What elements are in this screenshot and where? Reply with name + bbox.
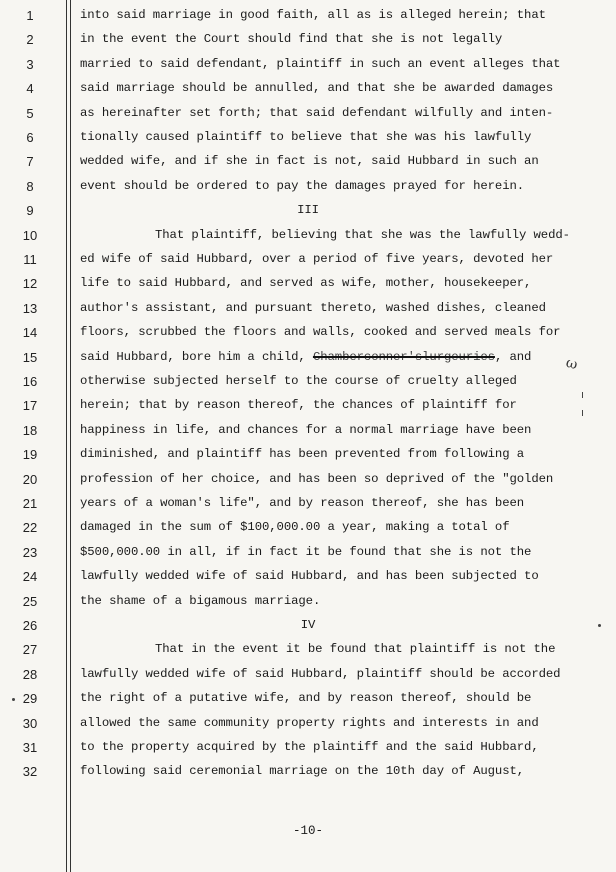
line-text-content: IV bbox=[300, 618, 316, 632]
line-text bbox=[80, 374, 592, 388]
margin-tick bbox=[582, 410, 583, 416]
pleading-line bbox=[0, 423, 616, 447]
line-text-content: herein; that by reason thereof, the chances of plaintiff for bbox=[80, 398, 517, 413]
pleading-line bbox=[0, 594, 616, 618]
line-number: 21 bbox=[22, 496, 38, 511]
line-number: 8 bbox=[26, 178, 34, 194]
line-text-content: ed wife of said Hubbard, over a period of five years, devoted her bbox=[80, 252, 554, 266]
line-number: 9 bbox=[26, 203, 34, 219]
pleading-line bbox=[0, 569, 616, 593]
handwritten-mark: ω bbox=[564, 354, 580, 374]
scan-dot bbox=[12, 698, 15, 701]
page-number: -10- bbox=[292, 824, 323, 838]
line-text-content: married to said defendant, plaintiff in such an event alleges that bbox=[80, 56, 561, 71]
pleading-line bbox=[0, 545, 616, 569]
pleading-line bbox=[0, 398, 616, 422]
line-text bbox=[80, 764, 592, 778]
margin-tick bbox=[582, 392, 583, 398]
line-text bbox=[80, 350, 592, 364]
line-text-content: allowed the same community property rights and interests in and bbox=[80, 715, 539, 730]
line-number: 24 bbox=[22, 569, 38, 585]
line-text bbox=[155, 642, 592, 656]
pleading-line bbox=[0, 496, 616, 520]
pleading-line bbox=[0, 764, 616, 788]
pleading-line bbox=[0, 252, 616, 276]
line-text bbox=[80, 398, 592, 412]
line-text bbox=[80, 276, 592, 290]
line-number: 13 bbox=[22, 300, 38, 316]
pleading-line bbox=[0, 350, 616, 374]
line-number: 17 bbox=[22, 398, 38, 414]
line-text-content: tionally caused plaintiff to believe that she was his lawfully bbox=[80, 130, 532, 144]
line-number: 12 bbox=[22, 276, 38, 292]
line-text-content: That plaintiff, believing that she was the lawfully wedd- bbox=[155, 227, 570, 242]
line-text bbox=[80, 691, 592, 705]
line-text bbox=[80, 740, 592, 754]
line-text-after: , and bbox=[494, 349, 532, 364]
line-text-content: following said ceremonial marriage on the 10th day of August, bbox=[80, 764, 525, 779]
line-text-content: floors, scrubbed the floors and walls, cooked and served meals for bbox=[80, 325, 561, 340]
pleading-line bbox=[0, 8, 616, 32]
line-text-content: into said marriage in good faith, all as is alleged herein; that bbox=[80, 8, 546, 22]
pleading-line bbox=[0, 740, 616, 764]
line-text-content: said Hubbard, bore him a child, bbox=[80, 349, 306, 364]
section-heading bbox=[80, 203, 536, 217]
scan-dot bbox=[598, 624, 601, 627]
line-number: 3 bbox=[26, 56, 34, 72]
line-text-content: author's assistant, and pursuant thereto, washed dishes, cleaned bbox=[80, 300, 546, 315]
pleading-line bbox=[0, 301, 616, 325]
line-text bbox=[80, 301, 592, 315]
line-number: 14 bbox=[22, 325, 38, 341]
line-number: 11 bbox=[23, 252, 37, 267]
line-text bbox=[80, 569, 592, 583]
pleading-line bbox=[0, 520, 616, 544]
line-text bbox=[80, 496, 592, 510]
line-text bbox=[155, 228, 592, 242]
line-text-content: wedded wife, and if she in fact is not, said Hubbard in such an bbox=[80, 154, 539, 169]
line-text bbox=[80, 252, 592, 266]
line-text bbox=[80, 667, 592, 681]
line-text-content: the shame of a bigamous marriage. bbox=[80, 593, 321, 608]
line-number: 18 bbox=[22, 422, 38, 438]
line-number: 5 bbox=[26, 105, 34, 121]
line-text bbox=[80, 8, 592, 22]
line-text bbox=[80, 106, 592, 120]
pleading-line bbox=[0, 325, 616, 349]
line-number: 15 bbox=[22, 349, 38, 365]
line-text bbox=[80, 154, 592, 168]
line-number: 30 bbox=[22, 715, 38, 731]
pleading-line bbox=[0, 154, 616, 178]
line-number: 7 bbox=[26, 154, 34, 170]
pleading-line bbox=[0, 228, 616, 252]
pleading-line bbox=[0, 81, 616, 105]
pleading-line bbox=[0, 203, 616, 227]
pleading-line bbox=[0, 691, 616, 715]
pleading-line bbox=[0, 106, 616, 130]
struck-out-text: Chamberconner'slurgeuries bbox=[312, 349, 495, 364]
line-text-content: to the property acquired by the plaintiff and the said Hubbard, bbox=[80, 740, 539, 754]
line-text bbox=[80, 716, 592, 730]
line-number: 20 bbox=[22, 471, 38, 487]
line-text-content: profession of her choice, and has been so deprived of the "golden bbox=[80, 471, 554, 486]
line-text-content: lawfully wedded wife of said Hubbard, and has been subjected to bbox=[80, 569, 539, 584]
pleading-line bbox=[0, 32, 616, 56]
line-number: 10 bbox=[22, 227, 38, 243]
line-number: 23 bbox=[22, 544, 38, 560]
line-text bbox=[80, 81, 592, 95]
line-text-content: $500,000.00 in all, if in fact it be found that she is not the bbox=[80, 544, 532, 559]
line-number: 19 bbox=[22, 447, 38, 463]
line-number: 25 bbox=[22, 593, 38, 609]
line-text bbox=[80, 520, 592, 534]
line-number: 2 bbox=[26, 32, 34, 48]
pleading-line bbox=[0, 374, 616, 398]
line-text-content: life to said Hubbard, and served as wife, mother, housekeeper, bbox=[80, 276, 532, 291]
line-number: 32 bbox=[22, 764, 38, 780]
line-number: 1 bbox=[26, 8, 34, 23]
line-text bbox=[80, 130, 592, 144]
line-text-content: event should be ordered to pay the damages prayed for herein. bbox=[80, 178, 525, 193]
line-text-content: as hereinafter set forth; that said defendant wilfully and inten- bbox=[80, 105, 554, 120]
line-number: 16 bbox=[22, 374, 38, 389]
line-text bbox=[80, 57, 592, 71]
line-text bbox=[80, 325, 592, 339]
line-text bbox=[80, 447, 592, 461]
line-text bbox=[80, 594, 592, 608]
line-text-content: in the event the Court should find that she is not legally bbox=[80, 32, 503, 47]
line-text bbox=[80, 472, 592, 486]
line-text-content: diminished, and plaintiff has been prevented from following a bbox=[80, 447, 525, 462]
line-text-content: otherwise subjected herself to the course of cruelty alleged bbox=[80, 374, 517, 388]
line-number: 31 bbox=[22, 740, 38, 755]
pleading-line bbox=[0, 179, 616, 203]
pleading-line bbox=[0, 618, 616, 642]
line-number: 4 bbox=[26, 81, 34, 97]
line-text bbox=[80, 179, 592, 193]
line-text-content: happiness in life, and chances for a normal marriage have been bbox=[80, 422, 532, 437]
pleading-line bbox=[0, 472, 616, 496]
line-text-content: That in the event it be found that plaintiff is not the bbox=[155, 642, 556, 657]
line-text-content: lawfully wedded wife of said Hubbard, plaintiff should be accorded bbox=[80, 666, 561, 681]
line-number: 22 bbox=[22, 520, 38, 536]
section-heading bbox=[80, 618, 536, 632]
line-text-content: damaged in the sum of $100,000.00 a year, making a total of bbox=[80, 520, 510, 535]
line-text-content: said marriage should be annulled, and that she be awarded damages bbox=[80, 81, 554, 96]
line-text-content: III bbox=[297, 203, 319, 218]
pleading-line bbox=[0, 642, 616, 666]
pleading-line bbox=[0, 276, 616, 300]
line-text bbox=[80, 32, 592, 46]
line-number: 6 bbox=[26, 130, 34, 145]
line-number: 29 bbox=[22, 691, 38, 707]
line-text bbox=[80, 423, 592, 437]
pleading-line bbox=[0, 447, 616, 471]
line-number: 28 bbox=[22, 666, 38, 682]
line-number: 26 bbox=[22, 618, 38, 633]
line-text bbox=[80, 545, 592, 559]
pleading-line bbox=[0, 716, 616, 740]
line-text-content: years of a woman's life", and by reason thereof, she has been bbox=[80, 496, 525, 510]
pleading-line bbox=[0, 57, 616, 81]
pleading-line bbox=[0, 667, 616, 691]
line-text-content: the right of a putative wife, and by reason thereof, should be bbox=[80, 691, 532, 706]
pleading-line bbox=[0, 130, 616, 154]
line-number: 27 bbox=[22, 642, 38, 658]
